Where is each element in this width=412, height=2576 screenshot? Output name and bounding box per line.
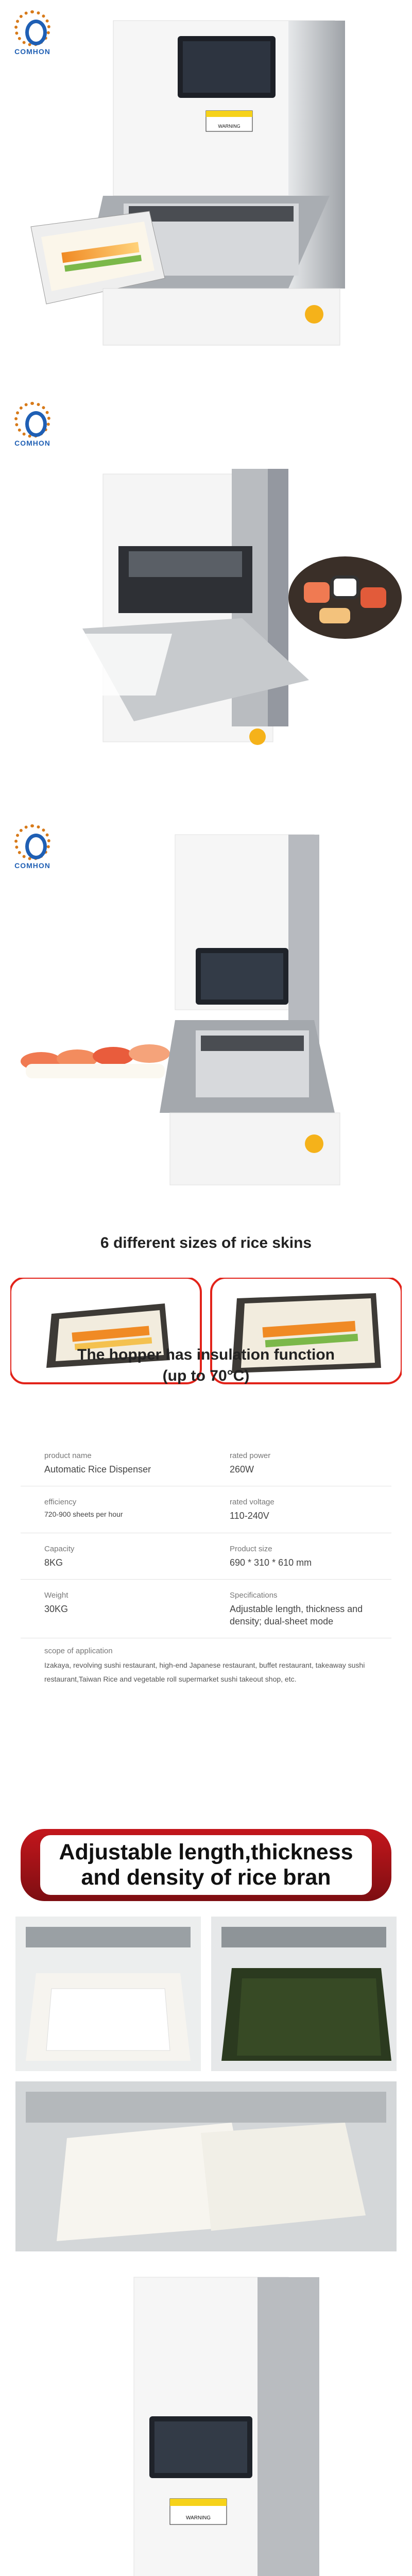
spec-cell xyxy=(21,1498,206,1522)
spec-label: Capacity xyxy=(44,1544,75,1553)
spec-cell xyxy=(206,1591,391,1628)
spec-value: Adjustable length, thickness and density; dual-sheet mode xyxy=(230,1603,363,1627)
spec-row xyxy=(21,1533,391,1580)
hopper-heading-line1: The hopper has insulation function xyxy=(77,1346,335,1363)
spec-value: Automatic Rice Dispenser xyxy=(44,1464,151,1475)
spec-cell xyxy=(21,1451,206,1476)
logo-text-3: COMHON xyxy=(14,861,50,870)
spec-value: 260W xyxy=(230,1464,254,1475)
warning-sticker: WARNING xyxy=(218,124,241,129)
spec-table xyxy=(21,1440,391,1686)
banner-line1: Adjustable length,thickness xyxy=(59,1839,353,1865)
machine-photo-3 xyxy=(0,804,412,1226)
spec-value: 30KG xyxy=(44,1603,68,1614)
spec-label: Weight xyxy=(44,1590,68,1600)
hopper-heading xyxy=(0,1345,412,1386)
rice-detail-photos xyxy=(15,1917,397,2251)
logo-text-2: COMHON xyxy=(14,439,50,447)
spec-row xyxy=(21,1580,391,1639)
logo-text: COMHON xyxy=(14,47,50,56)
spec-cell xyxy=(206,1545,391,1569)
spec-label: Specifications xyxy=(230,1590,278,1600)
adjustable-banner-inner xyxy=(40,1835,372,1895)
machine-photo-4 xyxy=(0,2257,412,2576)
spec-value: 720-900 sheets per hour xyxy=(44,1510,123,1519)
spec-cell xyxy=(21,1591,206,1628)
machine-photo-2 xyxy=(0,392,412,793)
spec-value: 8KG xyxy=(44,1557,63,1568)
spec-label: product name xyxy=(44,1451,92,1460)
spec-value: 110-240V xyxy=(230,1511,269,1521)
detail-photo-nori-sheet xyxy=(211,1917,397,2071)
spec-label: rated voltage xyxy=(230,1498,274,1507)
spec-label: efficiency xyxy=(44,1498,77,1507)
sushi-row xyxy=(21,1044,170,1078)
banner-line2: and density of rice bran xyxy=(81,1865,331,1890)
adjustable-banner xyxy=(21,1829,391,1901)
scope-label: scope of application xyxy=(44,1647,113,1656)
spec-value: 690 * 310 * 610 mm xyxy=(230,1557,312,1568)
scope-text: Izakaya, revolving sushi restaurant, high-end Japanese restaurant, buffet restaurant, takeaway sushi restaurant,Taiwan Rice and vegetable roll supermarket sushi takeout shop, etc. xyxy=(44,1661,365,1684)
spec-row xyxy=(21,1486,391,1533)
warning-sticker-2: WARNING xyxy=(186,2515,211,2521)
spec-row xyxy=(21,1440,391,1486)
skins-heading: 6 different sizes of rice skins xyxy=(100,1234,312,1251)
hopper-heading-line2: (up to 70°C) xyxy=(162,1367,250,1384)
spec-label: Product size xyxy=(230,1544,272,1553)
spec-cell xyxy=(21,1545,206,1569)
spec-label: rated power xyxy=(230,1451,271,1460)
spec-cell xyxy=(206,1451,391,1476)
spec-cell xyxy=(206,1498,391,1522)
detail-photo-rice-tray xyxy=(15,2081,397,2251)
machine-photo-1 xyxy=(0,0,412,371)
detail-photo-rice-sheet xyxy=(15,1917,201,2071)
